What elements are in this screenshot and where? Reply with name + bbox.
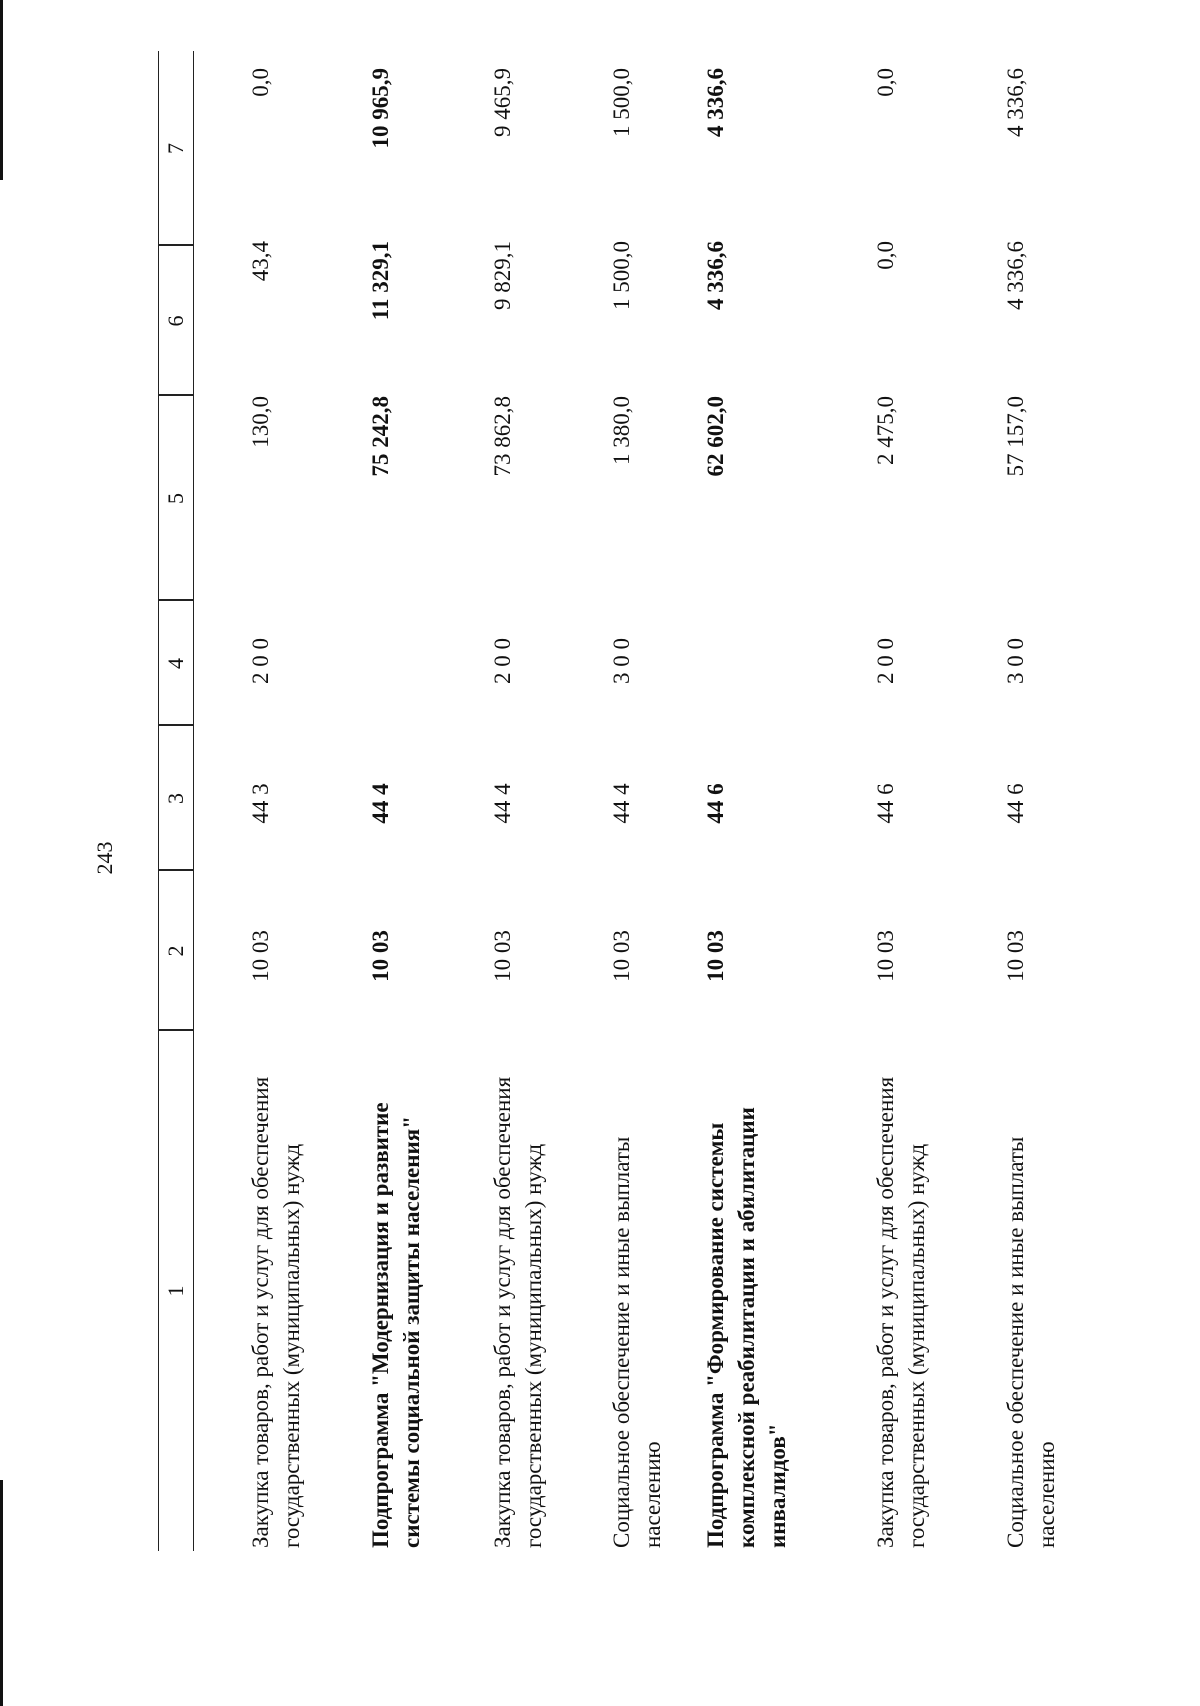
row-name: Подпрограмма "Формирование системы комплексной реабилитации и абилитации инвалидов" [703, 1107, 790, 1548]
row-name: Закупка товаров, работ и услуг для обеспечения государственных (муниципальных) нужд [490, 1076, 546, 1548]
cell-col-6: 11 329,1 [368, 241, 393, 321]
cell-col-3: 44 4 [490, 783, 515, 824]
cell-col-3: 44 4 [609, 783, 634, 824]
cell-col-7: 1 500,0 [609, 68, 634, 137]
row-name: Подпрограмма "Модернизация и развитие системы социальной защиты населения" [368, 1102, 424, 1548]
cell-col-5: 62 602,0 [703, 396, 728, 477]
cell-col-6: 43,4 [248, 241, 273, 282]
cell-col-2: 10 03 [873, 930, 898, 982]
header-col-1: 1 [163, 1285, 188, 1297]
cell-col-5: 130,0 [248, 396, 273, 448]
row-name: Закупка товаров, работ и услуг для обеспечения государственных (муниципальных) нужд [248, 1076, 304, 1548]
row-name: Социальное обеспечение и иные выплаты населению [1003, 1136, 1059, 1548]
row-name: Социальное обеспечение и иные выплаты населению [609, 1136, 665, 1548]
cell-col-6: 9 829,1 [490, 241, 515, 310]
cell-col-4: 2 0 0 [490, 638, 515, 684]
cell-col-4: 2 0 0 [248, 638, 273, 684]
cell-col-5: 73 862,8 [490, 396, 515, 477]
cell-col-7: 4 336,6 [703, 68, 728, 137]
cell-col-5: 1 380,0 [609, 396, 634, 465]
cell-col-5: 57 157,0 [1003, 396, 1028, 477]
cell-col-3: 44 3 [248, 783, 273, 824]
cell-col-3: 44 6 [1003, 783, 1028, 824]
cell-col-4: 2 0 0 [873, 638, 898, 684]
cell-col-2: 10 03 [490, 930, 515, 982]
cell-col-7: 0,0 [248, 68, 273, 97]
row-name: Закупка товаров, работ и услуг для обеспечения государственных (муниципальных) нужд [873, 1076, 929, 1548]
cell-col-7: 0,0 [873, 68, 898, 97]
cell-col-6: 4 336,6 [1003, 241, 1028, 310]
table-header [158, 51, 194, 1551]
cell-col-5: 2 475,0 [873, 396, 898, 465]
header-col-7: 7 [163, 143, 188, 154]
header-col-3: 3 [163, 793, 188, 804]
cell-col-4: 3 0 0 [609, 638, 634, 684]
cell-col-2: 10 03 [368, 930, 393, 982]
cell-col-2: 10 03 [1003, 930, 1028, 982]
cell-col-2: 10 03 [248, 930, 273, 982]
cell-col-3: 44 6 [703, 783, 728, 824]
cell-col-7: 9 465,9 [490, 68, 515, 137]
cell-col-7: 4 336,6 [1003, 68, 1028, 137]
cell-col-3: 44 4 [368, 783, 393, 824]
page-number: 243 [92, 841, 117, 875]
cell-col-5: 75 242,8 [368, 396, 393, 477]
header-col-5: 5 [163, 493, 188, 504]
cell-col-2: 10 03 [609, 930, 634, 982]
cell-col-7: 10 965,9 [368, 68, 393, 149]
cell-col-6: 4 336,6 [703, 241, 728, 310]
cell-col-4: 3 0 0 [1003, 638, 1028, 684]
cell-col-6: 0,0 [873, 241, 898, 270]
header-col-6: 6 [163, 315, 188, 327]
cell-col-2: 10 03 [703, 930, 728, 982]
cell-col-3: 44 6 [873, 783, 898, 824]
header-col-2: 2 [163, 945, 188, 957]
cell-col-6: 1 500,0 [609, 241, 634, 310]
header-col-4: 4 [163, 658, 188, 669]
